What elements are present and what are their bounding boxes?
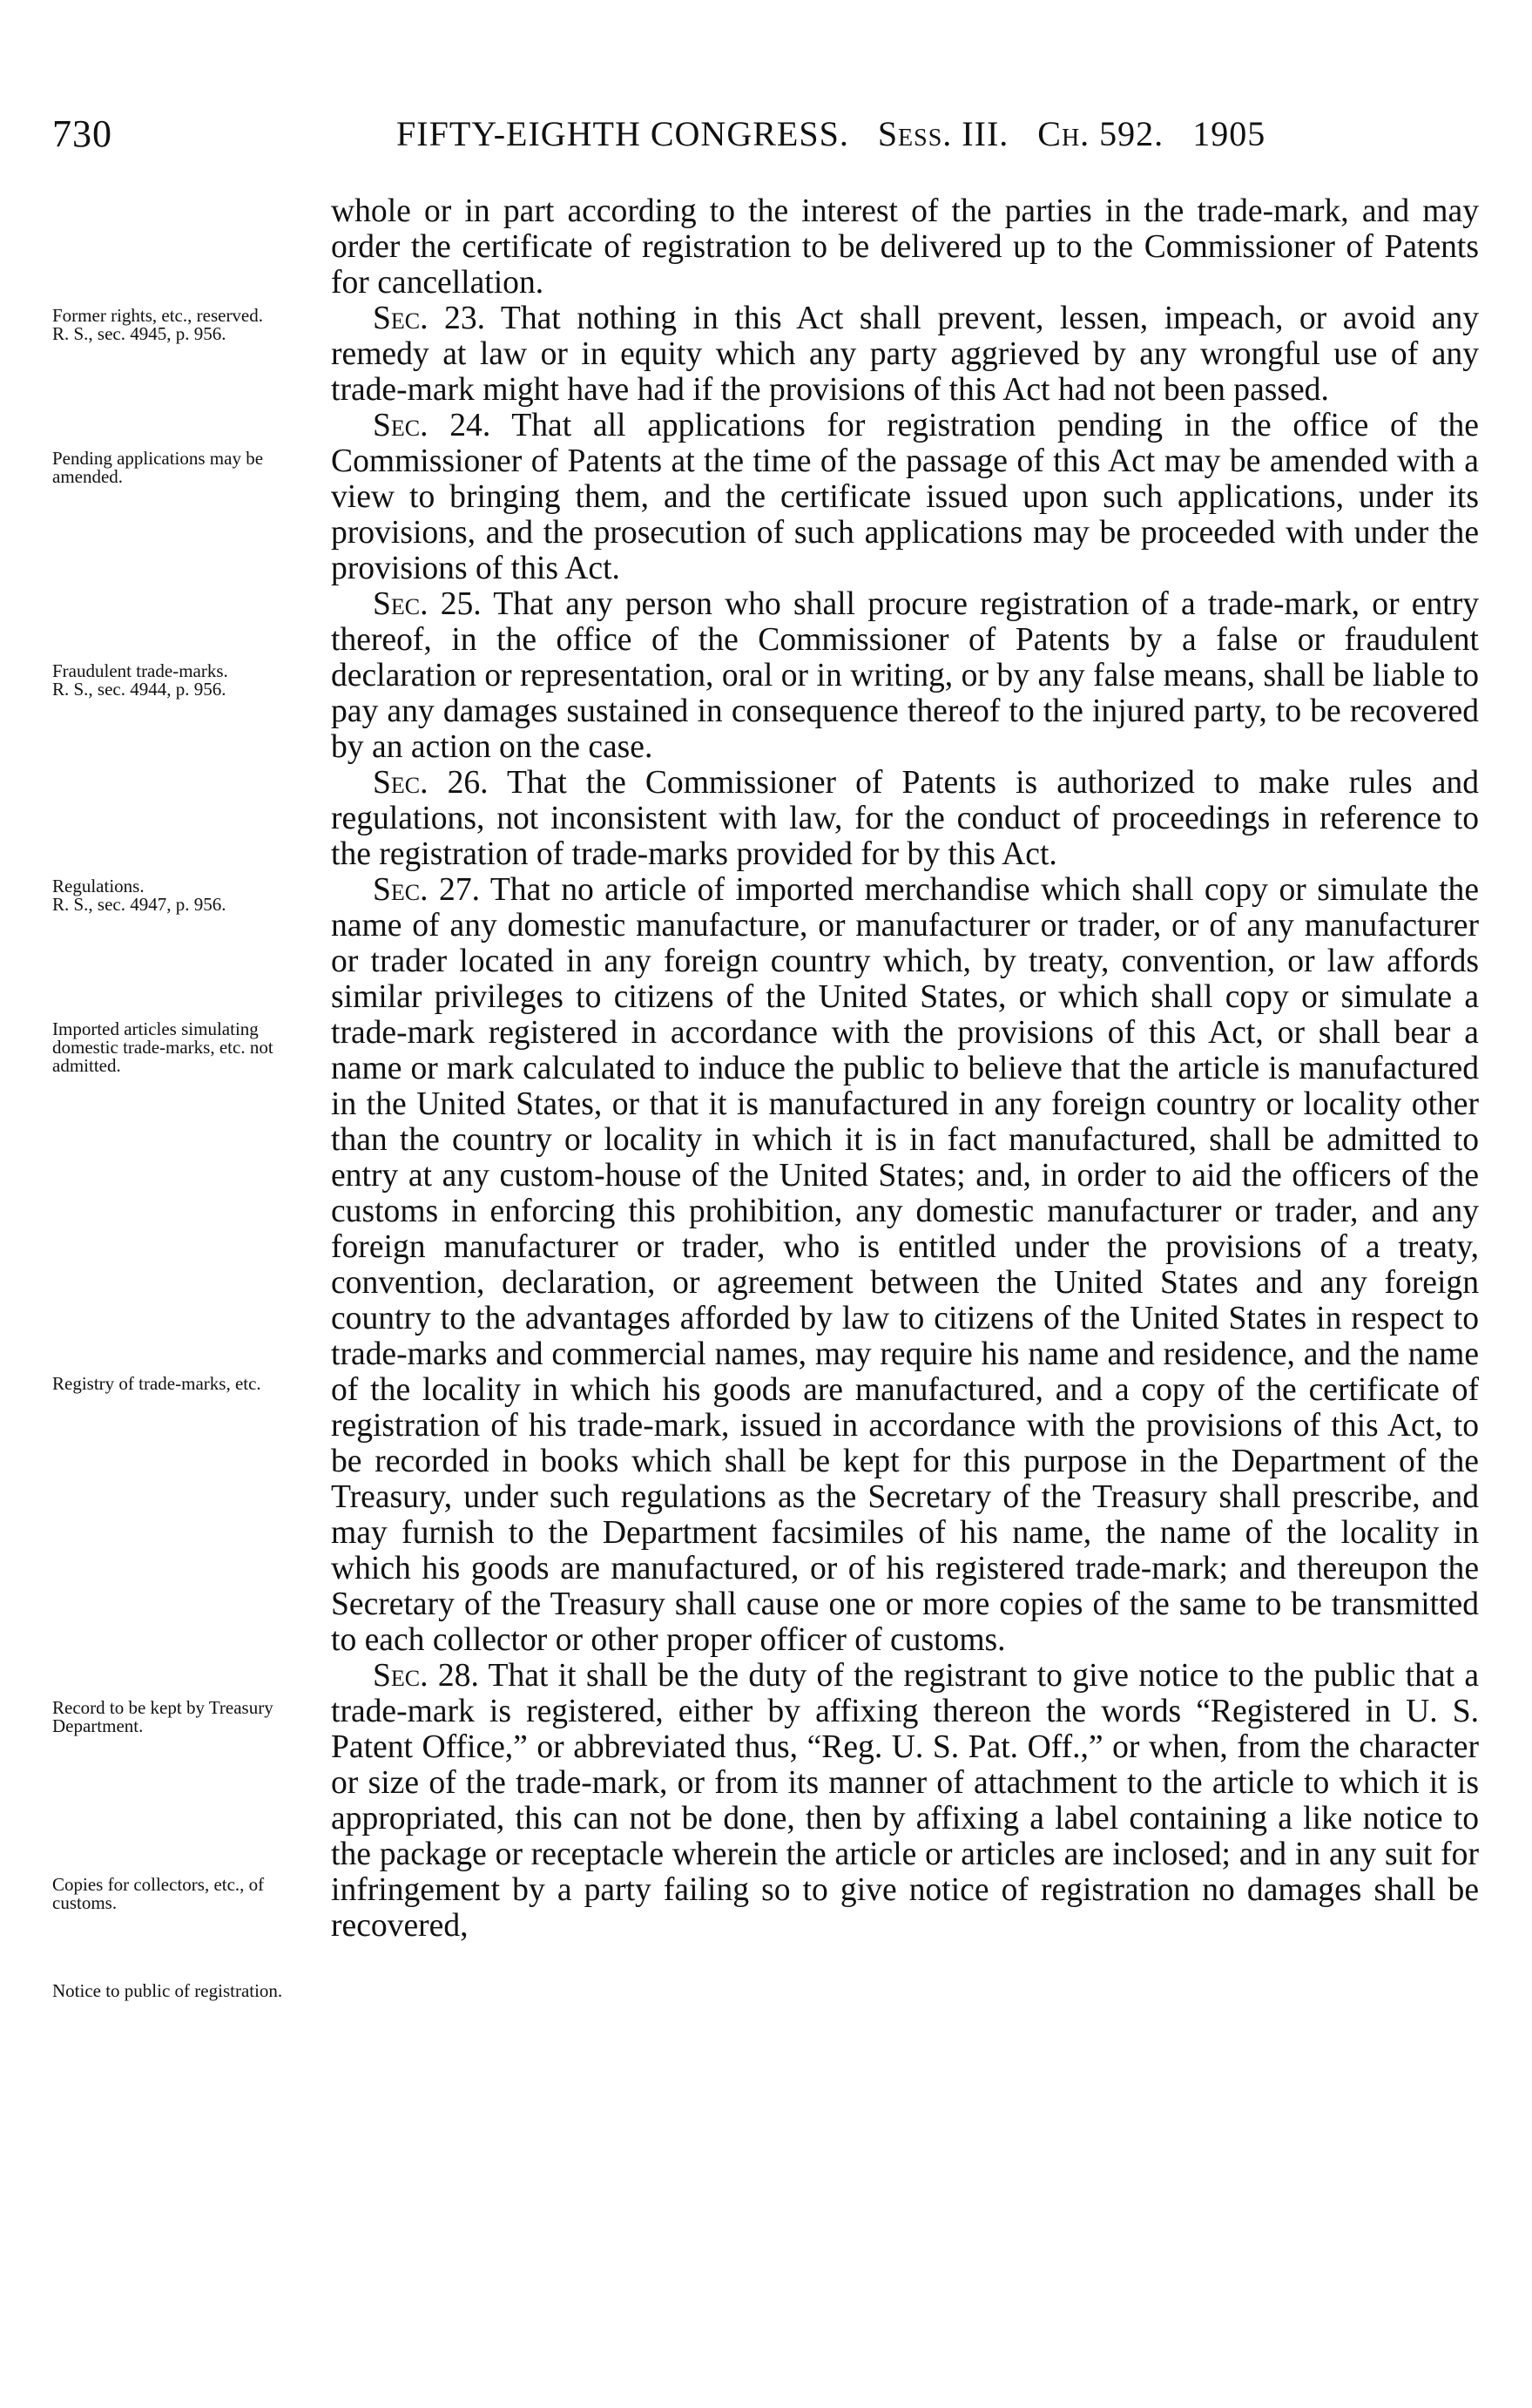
paragraph-text: That the Commissioner of Patents is authorized to make rules and regulations, not inconsistent with law, for the conduct of proceedings in reference to the registration of trade-marks provided for by this Act.	[331, 765, 1480, 872]
margin-note	[52, 662, 324, 699]
section-28	[331, 1658, 1479, 1944]
paragraph-text: whole or in part according to the interest of the parties in the trade-mark, and may order the certificate of registration to be delivered up to the Commissioner of Patents for cancellation.	[331, 193, 1479, 301]
margin-note	[52, 1876, 324, 1912]
margin-note-title: Pending applications may be amended.	[52, 448, 264, 487]
margin-note	[52, 450, 324, 486]
margin-note	[52, 1982, 324, 2000]
paragraph-text: That all applications for registration pending in the office of the Commissioner of Patents at the time of the passage of this Act may be amended with a view to bringing them, and the certificate issued upon such applications, under its provisions, and the prosecution of such applications may be proceeded with under the provisions of this Act.	[331, 408, 1479, 586]
margin-note-title: Regulations.	[52, 876, 145, 896]
margin-note-ref: R. S., sec. 4945, p. 956.	[52, 323, 226, 344]
section-label: Sec. 27.	[373, 872, 480, 908]
margin-note-title: Copies for collectors, etc., of customs.	[52, 1874, 265, 1913]
section-label: Sec. 26.	[373, 765, 489, 801]
margin-note-title: Notice to public of registration.	[52, 1980, 283, 2001]
paragraph-text: That nothing in this Act shall prevent, lessen, impeach, or avoid any remedy at law or in equity which any party aggrieved by any wrongful use of any trade-mark might have had if the provisions of this Act had not been passed.	[331, 301, 1479, 408]
section-label: Sec. 25.	[373, 586, 482, 622]
congress-label: FIFTY-EIGHTH CONGRESS.	[396, 114, 849, 153]
margin-note	[52, 307, 324, 343]
paragraph-text: That any person who shall procure registration of a trade-mark, or entry thereof, in the office of the Commissioner of Patents by a false or fraudulent declaration or representation, oral or in writing, or by any false means, shall be liable to pay any damages sustained in consequence thereof to the injured party, to be recovered by an action on the case.	[331, 586, 1479, 765]
continued-paragraph	[331, 193, 1479, 301]
section-23	[331, 301, 1479, 408]
margin-note	[52, 1375, 324, 1393]
section-26	[331, 765, 1479, 872]
section-27	[331, 872, 1479, 1658]
margin-note-title: Registry of trade-marks, etc.	[52, 1373, 261, 1394]
margin-note	[52, 877, 324, 914]
margin-note-title: Record to be kept by Treasury Department.	[52, 1697, 273, 1736]
section-label: Sec. 24.	[373, 408, 491, 443]
margin-note-title: Former rights, etc., reserved.	[52, 305, 264, 326]
running-head	[396, 113, 1265, 154]
margin-note-ref: R. S., sec. 4944, p. 956.	[52, 679, 226, 700]
margin-note	[52, 1020, 324, 1075]
section-label: Sec. 23.	[373, 301, 486, 336]
paragraph-text: That it shall be the duty of the registrant to give notice to the public that a trade-mark is registered, either by affixing thereon the words “Registered in U. S. Patent Office,” or abbreviated thus, “Reg. U. S. Pat. Off.,” or when, from the character or size of the trade-mark, or from its manner of attachment to the article to which it is appropriated, this can not be done, then by affixing a label containing a like notice to the package or receptacle wherein the article or articles are inclosed; and in any suit for infringement by a party failing so to give notice of registration no damages shall be recovered,	[331, 1658, 1480, 1944]
section-label: Sec. 28.	[373, 1658, 479, 1694]
margin-note-title: Fraudulent trade-marks.	[52, 660, 228, 681]
chapter-label: Ch. 592.	[1037, 114, 1164, 153]
page-header	[52, 112, 1481, 164]
statute-body	[331, 193, 1479, 1944]
year-label: 1905	[1192, 114, 1266, 153]
page-number: 730	[52, 112, 112, 155]
section-25	[331, 586, 1479, 765]
section-24	[331, 408, 1479, 586]
margin-note-ref: R. S., sec. 4947, p. 956.	[52, 894, 226, 915]
margin-note-title: Imported articles simulating domestic trade-marks, etc. not admitted.	[52, 1018, 273, 1076]
session-label: Sess. III.	[877, 114, 1009, 153]
paragraph-text: That no article of imported merchandise which shall copy or simulate the name of any domestic manufacture, or manufacturer or trader, or of any manufacturer or trader located in any foreign country which, by treaty, convention, or law affords similar privileges to citizens of the United States, or which shall copy or simulate a trade-mark registered in accordance with the provisions of this Act, or shall bear a name or mark calculated to induce the public to believe that the article is manufactured in the United States, or that it is manufactured in any foreign country or locality other than the country or locality in which it is in fact manufactured, shall be admitted to entry at any custom-house of the United States; and, in order to aid the officers of the customs in enforcing this prohibition, any domestic manufacturer or trader, and any foreign manufacturer or trader, who is entitled under the provisions of a treaty, convention, declaration, or agreement between the United States and any foreign country to the advantages afforded by law to citizens of the United States in respect to trade-marks and commercial names, may require his name and residence, and the name of the locality in which his goods are manufactured, and a copy of the certificate of registration of his trade-mark, issued in accordance with the provisions of this Act, to be recorded in books which shall be kept for this purpose in the Department of the Treasury, under such regulations as the Secretary of the Treasury shall prescribe, and may furnish to the Department facsimiles of his name, the name of the locality in which his goods are manufactured, or of his registered trade-mark; and thereupon the Secretary of the Treasury shall cause one or more copies of the same to be transmitted to each collector or other proper officer of customs.	[331, 872, 1480, 1658]
margin-note	[52, 1699, 324, 1735]
